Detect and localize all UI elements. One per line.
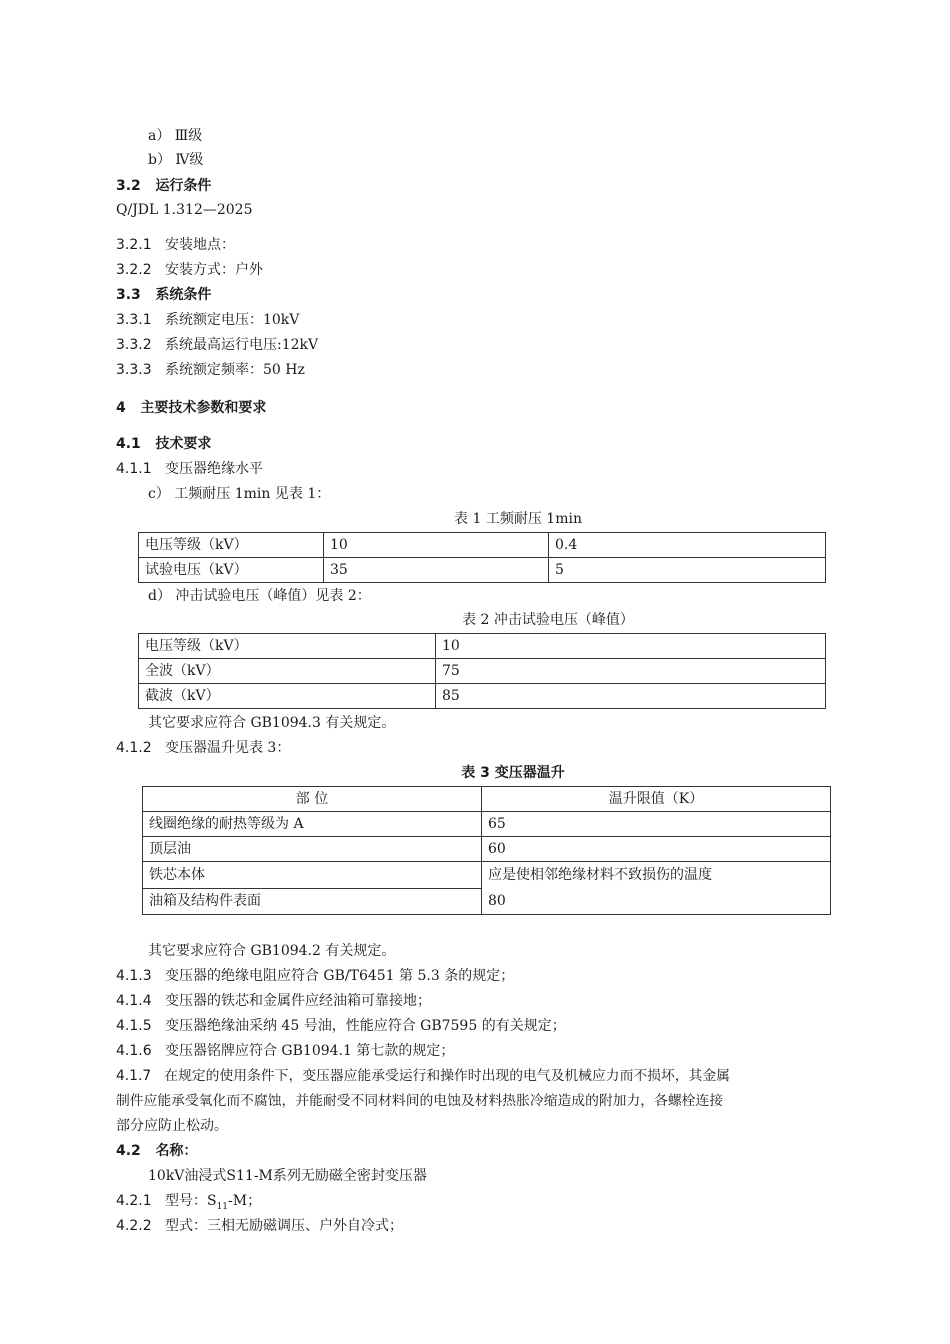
table-cell: 10 <box>436 634 826 659</box>
section-text: 安装方式：户外 <box>164 262 263 278</box>
section-number: 3.2 <box>116 178 141 194</box>
section-number: 4.1.6 <box>116 1043 152 1059</box>
section-4-1-heading <box>116 434 211 454</box>
section-4-2-heading <box>116 1141 197 1161</box>
section-4-heading <box>116 398 266 418</box>
section-number: 4.2 <box>116 1143 141 1159</box>
section-4-2-2 <box>116 1216 403 1236</box>
table-header-cell: 温升限值（K） <box>482 787 831 812</box>
table-3 <box>142 786 831 915</box>
section-4-1-2 <box>116 738 290 758</box>
table-cell: 电压等级（kV） <box>139 634 436 659</box>
model-suffix: -M； <box>228 1193 262 1209</box>
section-text: 变压器的铁芯和金属件应经油箱可靠接地； <box>164 993 431 1009</box>
section-number: 4.1.4 <box>116 993 152 1009</box>
table-cell: 0.4 <box>549 533 826 558</box>
section-4-1-7 <box>116 1066 730 1086</box>
table-header-cell: 部 位 <box>143 787 482 812</box>
section-4-1-6 <box>116 1041 454 1061</box>
section-text: 变压器铭牌应符合 GB1094.1 第七款的规定； <box>164 1043 455 1059</box>
table-cell: 截波（kV） <box>139 684 436 709</box>
model-label: 型号：S <box>164 1193 217 1209</box>
section-3-2-heading <box>116 176 211 196</box>
table-cell: 35 <box>324 558 549 583</box>
section-3-3-2 <box>116 335 318 355</box>
section-title: 主要技术参数和要求 <box>140 400 267 416</box>
section-text: 变压器绝缘油采纳 45 号油，性能应符合 GB7595 的有关规定； <box>164 1018 566 1034</box>
section-4-1-5 <box>116 1016 566 1036</box>
table-cell: 油箱及结构件表面 <box>143 888 482 915</box>
note-gb1094-2: 其它要求应符合 GB1094.2 有关规定。 <box>148 943 396 959</box>
table-cell: 85 <box>436 684 826 709</box>
table-cell: 75 <box>436 659 826 684</box>
model-subscript: 11 <box>216 1201 229 1212</box>
section-title: 名称： <box>155 1143 198 1159</box>
list-item-a: a） Ⅲ级 <box>148 128 203 144</box>
note-gb1094-3: 其它要求应符合 GB1094.3 有关规定。 <box>148 715 396 731</box>
section-4-1-4 <box>116 991 431 1011</box>
section-title: 系统条件 <box>155 287 212 303</box>
section-number: 4.2.2 <box>116 1218 152 1234</box>
table-cell: 试验电压（kV） <box>139 558 324 583</box>
table-3-caption: 表 3 变压器温升 <box>461 765 565 781</box>
section-number: 3.2.1 <box>116 237 152 253</box>
section-title: 技术要求 <box>155 436 212 452</box>
table-row <box>139 558 826 583</box>
list-item-c: c） 工频耐压 1min 见表 1： <box>148 486 331 502</box>
section-text: 变压器温升见表 3： <box>164 740 291 756</box>
section-3-2-2 <box>116 260 263 280</box>
table-cell: 电压等级（kV） <box>139 533 324 558</box>
section-number: 3.3.3 <box>116 362 152 378</box>
document-code: Q/JDL 1.312—2025 <box>116 202 253 218</box>
table-cell: 顶层油 <box>143 837 482 862</box>
table-1-caption: 表 1 工频耐压 1min <box>454 511 582 527</box>
section-number: 4.2.1 <box>116 1193 152 1209</box>
table-row <box>143 812 831 837</box>
table-2 <box>138 633 826 709</box>
table-cell-text: 80 <box>488 893 506 909</box>
section-text: 变压器的绝缘电阻应符合 GB/T6451 第 5.3 条的规定； <box>164 968 515 984</box>
section-3-3-heading <box>116 285 211 305</box>
table-cell: 5 <box>549 558 826 583</box>
table-row <box>139 659 826 684</box>
section-title: 运行条件 <box>155 178 212 194</box>
section-number: 4 <box>116 400 126 416</box>
section-3-3-3 <box>116 360 305 380</box>
section-3-2-1 <box>116 235 235 255</box>
section-text: 安装地点： <box>164 237 235 253</box>
table-2-caption: 表 2 冲击试验电压（峰值） <box>462 612 634 628</box>
section-number: 3.3.1 <box>116 312 152 328</box>
table-header-row <box>143 787 831 812</box>
table-cell: 10 <box>324 533 549 558</box>
section-number: 4.1.2 <box>116 740 152 756</box>
product-name: 10kV油浸式S11-M系列无励磁全密封变压器 <box>148 1168 427 1184</box>
table-cell: 65 <box>482 812 831 837</box>
table-row <box>139 634 826 659</box>
table-cell: 铁芯本体 <box>143 862 482 889</box>
section-4-1-3 <box>116 966 514 986</box>
section-number: 4.1 <box>116 436 141 452</box>
table-cell: 全波（kV） <box>139 659 436 684</box>
table-merged-cell <box>482 862 831 915</box>
table-row <box>143 837 831 862</box>
table-row <box>139 533 826 558</box>
section-text: 在规定的使用条件下，变压器应能承受运行和操作时出现的电气及机械应力而不损坏，其金属 <box>164 1068 730 1084</box>
table-row <box>139 684 826 709</box>
section-number: 4.1.7 <box>116 1068 152 1084</box>
section-4-1-7-line-2: 制件应能承受氧化而不腐蚀，并能耐受不同材料间的电蚀及材料热胀冷缩造成的附加力，各螺栓连接 <box>116 1093 724 1109</box>
section-4-1-1 <box>116 459 263 479</box>
table-1 <box>138 532 826 583</box>
section-number: 3.3.2 <box>116 337 152 353</box>
section-4-2-1 <box>116 1191 261 1217</box>
section-text: 型式：三相无励磁调压、户外自冷式； <box>164 1218 403 1234</box>
section-text: 变压器绝缘水平 <box>164 461 263 477</box>
section-number: 3.3 <box>116 287 141 303</box>
section-number: 4.1.5 <box>116 1018 152 1034</box>
list-item-d: d） 冲击试验电压（峰值）见表 2： <box>148 588 371 604</box>
section-number: 3.2.2 <box>116 262 152 278</box>
section-4-1-7-line-3: 部分应防止松动。 <box>116 1118 228 1134</box>
section-number: 4.1.3 <box>116 968 152 984</box>
table-row <box>143 862 831 889</box>
table-cell: 60 <box>482 837 831 862</box>
table-cell: 线圈绝缘的耐热等级为 A <box>143 812 482 837</box>
section-text: 系统最高运行电压:12kV <box>164 337 319 353</box>
list-item-b: b） Ⅳ级 <box>148 152 204 168</box>
table-cell-text: 应是使相邻绝缘材料不致损伤的温度 <box>488 867 712 883</box>
section-3-3-1 <box>116 310 299 330</box>
section-text: 系统额定频率：50 Hz <box>164 362 305 378</box>
section-number: 4.1.1 <box>116 461 152 477</box>
section-text: 系统额定电压：10kV <box>164 312 300 328</box>
